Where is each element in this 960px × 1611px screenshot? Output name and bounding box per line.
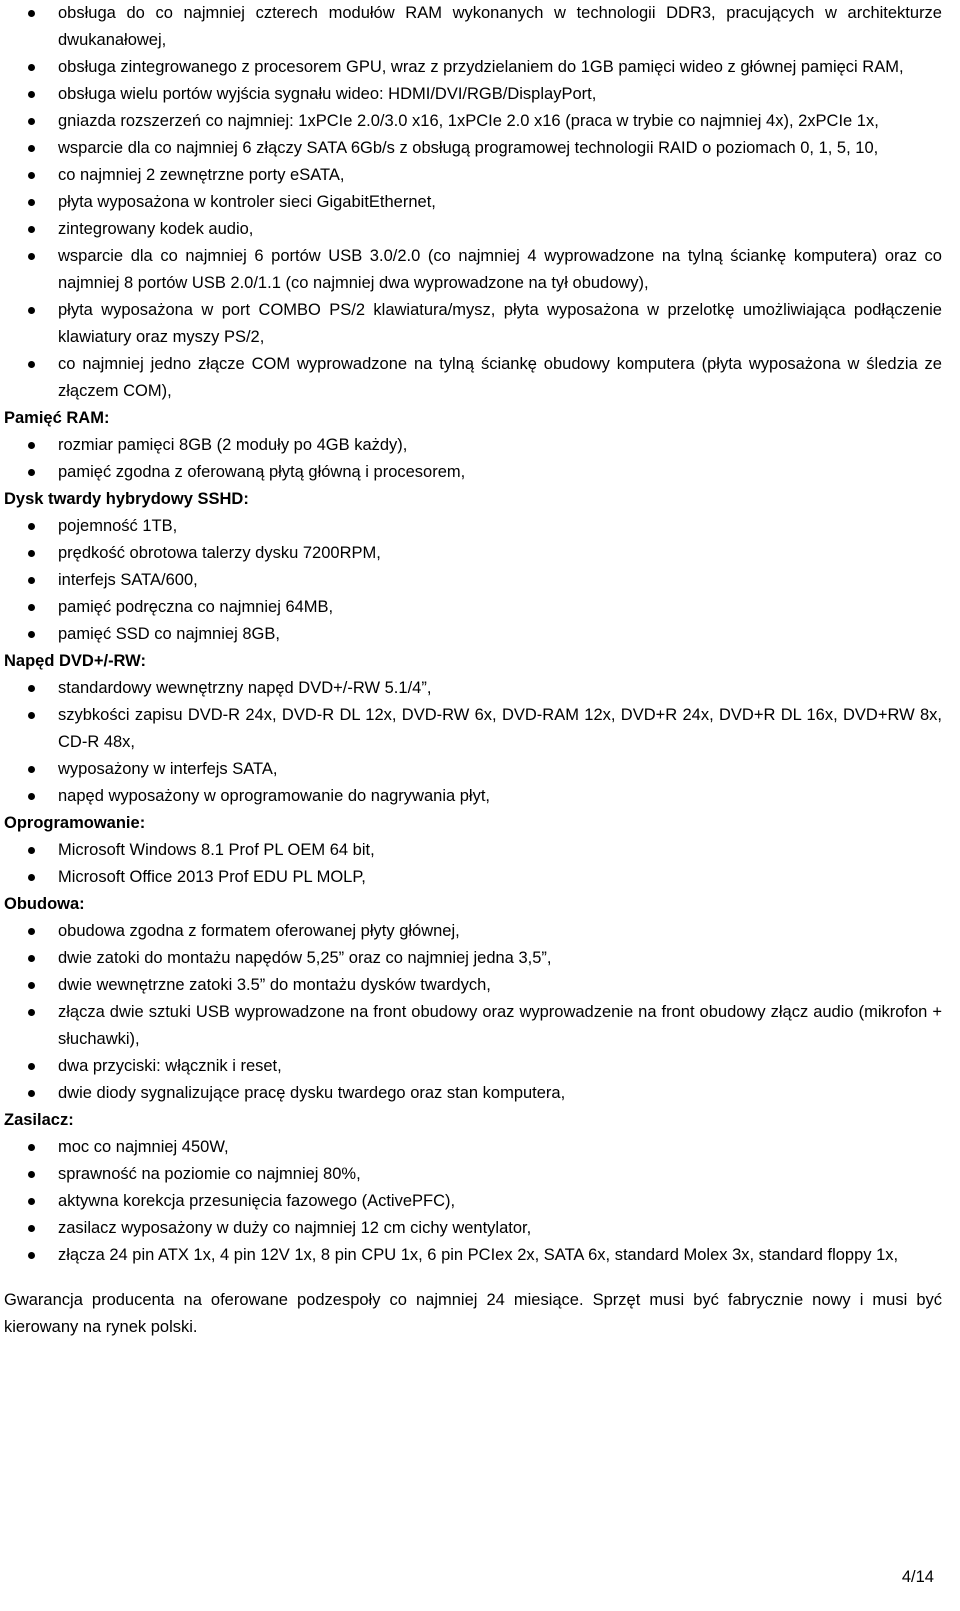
list-item [0,1080,960,1107]
list-item-text: sprawność na poziomie co najmniej 80%, [58,1165,361,1183]
list-item [0,216,960,243]
list-item-text: pamięć SSD co najmniej 8GB, [58,625,280,643]
list-item-text: dwie diody sygnalizujące pracę dysku twardego oraz stan komputera, [58,1084,566,1102]
list-item-text: zasilacz wyposażony w duży co najmniej 12 cm cichy wentylator, [58,1219,532,1237]
bullet-icon [28,199,35,206]
bullet-icon [28,1009,35,1016]
list-item-text: dwie wewnętrzne zatoki 3.5” do montażu dysków twardych, [58,976,491,994]
bullet-icon [28,1252,35,1259]
list-item-text: obsługa zintegrowanego z procesorem GPU, wraz z przydzielaniem do 1GB pamięci wideo z głównej pamięci RAM, [58,58,904,76]
list-item-text: pamięć podręczna co najmniej 64MB, [58,598,334,616]
bullet-icon [28,685,35,692]
list-item [0,540,960,567]
list-item [0,297,960,351]
bullet-icon [28,64,35,71]
list-item-text: aktywna korekcja przesunięcia fazowego (ActivePFC), [58,1192,456,1210]
section-heading-ram: Pamięć RAM: [4,409,110,427]
bullet-icon [28,118,35,125]
list-item [0,918,960,945]
list-item [0,135,960,162]
list-item [0,567,960,594]
bullet-icon [28,1198,35,1205]
list-item-text: gniazda rozszerzeń co najmniej: 1xPCIe 2.0/3.0 x16, 1xPCIe 2.0 x16 (praca w trybie co najmniej 4x), 2xPCIe 1x, [58,112,879,130]
bullet-icon [28,226,35,233]
bullet-icon [28,253,35,260]
list-item [0,432,960,459]
list-item [0,108,960,135]
list-item-text: płyta wyposażona w kontroler sieci GigabitEthernet, [58,193,436,211]
list-item [0,864,960,891]
bullet-icon [28,1225,35,1232]
list-item-text: wsparcie dla co najmniej 6 złączy SATA 6Gb/s z obsługą programowej technologii RAID o poziomach 0, 1, 5, 10, [58,139,879,157]
list-item-text: standardowy wewnętrzny napęd DVD+/-RW 5.1/4”, [58,679,432,697]
list-item [0,1134,960,1161]
list-item [0,243,960,297]
bullet-icon [28,1144,35,1151]
bullet-icon [28,172,35,179]
list-item-text: szybkości zapisu DVD-R 24x, DVD-R DL 12x, DVD-RW 6x, DVD-RAM 12x, DVD+R 24x, DVD+R DL 16x, DVD+RW 8x, CD-R 48x, [58,706,942,751]
bullet-icon [28,604,35,611]
list-item [0,1161,960,1188]
section-heading-dvd: Napęd DVD+/-RW: [4,652,146,670]
list-item [0,0,960,54]
bullet-icon [28,1171,35,1178]
list-item-text: dwa przyciski: włącznik i reset, [58,1057,282,1075]
list-item-text: co najmniej jedno złącze COM wyprowadzone na tylną ściankę obudowy komputera (płyta wyposażona w śledzia ze złączem COM), [58,355,942,400]
list-item-text: Microsoft Office 2013 Prof EDU PL MOLP, [58,868,366,886]
list-item [0,621,960,648]
bullet-icon [28,550,35,557]
list-item-text: obudowa zgodna z formatem oferowanej płyty głównej, [58,922,460,940]
list-item [0,837,960,864]
list-item [0,1053,960,1080]
list-item-text: złącza 24 pin ATX 1x, 4 pin 12V 1x, 8 pin CPU 1x, 6 pin PCIex 2x, SATA 6x, standard Molex 3x, standard floppy 1x, [58,1246,899,1264]
section-heading-case: Obudowa: [4,895,85,913]
bullet-icon [28,847,35,854]
bullet-icon [28,874,35,881]
list-item [0,54,960,81]
list-item-text: moc co najmniej 450W, [58,1138,229,1156]
bullet-icon [28,928,35,935]
list-item [0,1188,960,1215]
hdd-list [0,513,960,648]
bullet-icon [28,307,35,314]
bullet-icon [28,1090,35,1097]
software-list [0,837,960,891]
list-item [0,189,960,216]
list-item [0,999,960,1053]
list-item-text: obsługa do co najmniej czterech modułów RAM wykonanych w technologii DDR3, pracujących w architekturze dwukanałowej, [58,4,942,49]
bullet-icon [28,361,35,368]
list-item [0,783,960,810]
list-item [0,945,960,972]
list-item [0,162,960,189]
bullet-icon [28,10,35,17]
list-item-text: co najmniej 2 zewnętrzne porty eSATA, [58,166,345,184]
case-list [0,918,960,1107]
list-item-text: dwie zatoki do montażu napędów 5,25” oraz co najmniej jedna 3,5”, [58,949,552,967]
list-item-text: prędkość obrotowa talerzy dysku 7200RPM, [58,544,381,562]
list-item-text: wyposażony w interfejs SATA, [58,760,278,778]
bullet-icon [28,523,35,530]
list-item [0,1215,960,1242]
bullet-icon [28,766,35,773]
list-item-text: obsługa wielu portów wyjścia sygnału wideo: HDMI/DVI/RGB/DisplayPort, [58,85,597,103]
bullet-icon [28,145,35,152]
list-item [0,594,960,621]
motherboard-feature-list [0,0,960,405]
list-item [0,513,960,540]
list-item [0,1242,960,1269]
page-number: 4/14 [901,1568,934,1586]
list-item-text: pojemność 1TB, [58,517,178,535]
list-item-text: pamięć zgodna z oferowaną płytą główną i procesorem, [58,463,466,481]
list-item [0,972,960,999]
section-heading-software: Oprogramowanie: [4,814,146,832]
bullet-icon [28,982,35,989]
list-item-text: rozmiar pamięci 8GB (2 moduły po 4GB każdy), [58,436,408,454]
warranty-paragraph: Gwarancja producenta na oferowane podzespoły co najmniej 24 miesiące. Sprzęt musi być fabrycznie nowy i musi być kierowany na rynek polski. [4,1291,942,1336]
bullet-icon [28,793,35,800]
list-item [0,756,960,783]
bullet-icon [28,469,35,476]
psu-list [0,1134,960,1269]
list-item-text: interfejs SATA/600, [58,571,198,589]
list-item [0,459,960,486]
list-item-text: napęd wyposażony w oprogramowanie do nagrywania płyt, [58,787,491,805]
bullet-icon [28,442,35,449]
list-item [0,675,960,702]
list-item-text: złącza dwie sztuki USB wyprowadzone na front obudowy oraz wyprowadzenie na front obudowy złącz audio (mikrofon + słuchawki), [58,1003,942,1048]
section-heading-hdd: Dysk twardy hybrydowy SSHD: [4,490,249,508]
ram-list [0,432,960,486]
bullet-icon [28,1063,35,1070]
dvd-list [0,675,960,810]
list-item [0,351,960,405]
list-item [0,81,960,108]
list-item [0,702,960,756]
bullet-icon [28,631,35,638]
bullet-icon [28,91,35,98]
list-item-text: zintegrowany kodek audio, [58,220,254,238]
list-item-text: Microsoft Windows 8.1 Prof PL OEM 64 bit, [58,841,375,859]
list-item-text: wsparcie dla co najmniej 6 portów USB 3.0/2.0 (co najmniej 4 wyprowadzone na tylną ściankę komputera) oraz co najmniej 8 portów USB 2.0/1.1 (co najmniej dwa wyprowadzone na tył obudowy), [58,247,942,292]
bullet-icon [28,577,35,584]
list-item-text: płyta wyposażona w port COMBO PS/2 klawiatura/mysz, płyta wyposażona w przelotkę umożliwiająca podłączenie klawiatury oraz myszy PS/2, [58,301,942,346]
bullet-icon [28,712,35,719]
section-heading-psu: Zasilacz: [4,1111,74,1129]
bullet-icon [28,955,35,962]
